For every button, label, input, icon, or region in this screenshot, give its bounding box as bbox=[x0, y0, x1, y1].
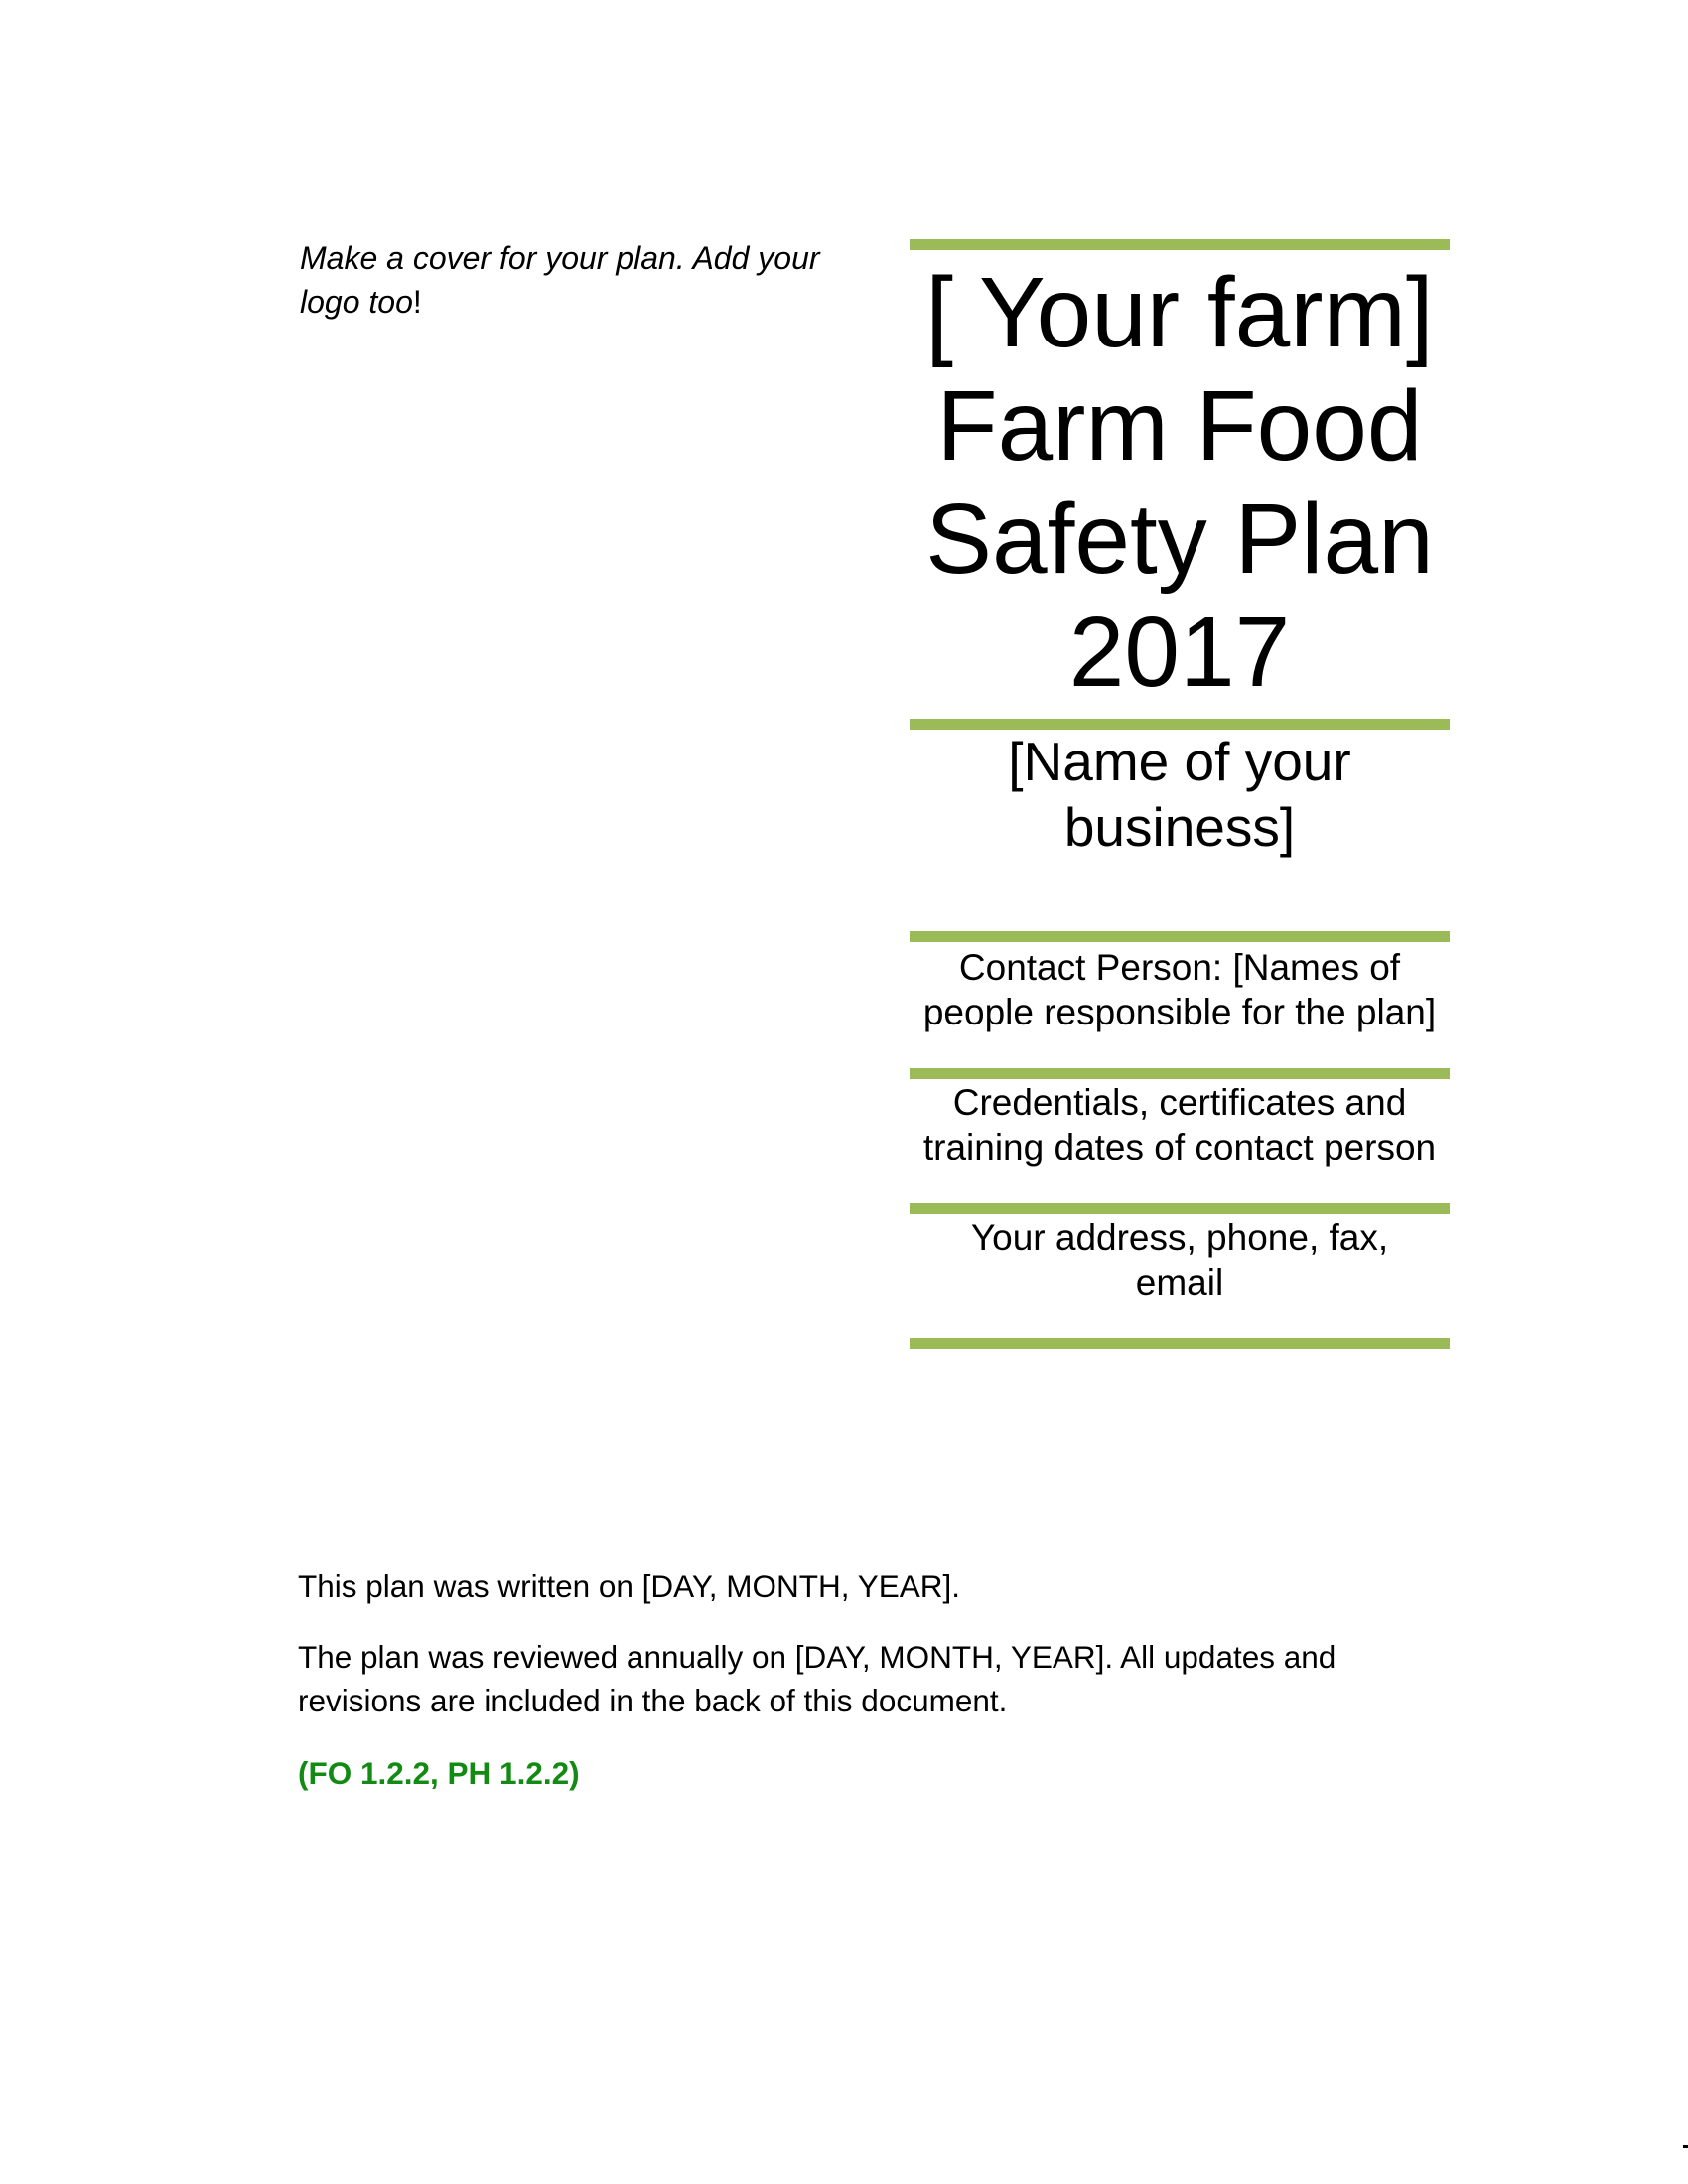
review-line: The plan was reviewed annually on [DAY, MONTH, YEAR]. All updates and bbox=[298, 1639, 1336, 1675]
review-statement bbox=[298, 1635, 1489, 1722]
title-line: Safety Plan bbox=[925, 483, 1434, 595]
business-line: business] bbox=[1063, 796, 1296, 858]
contact-address bbox=[910, 1215, 1450, 1304]
contact-line: people responsible for the plan] bbox=[922, 992, 1437, 1032]
business-line: [Name of your bbox=[1008, 731, 1351, 792]
note-text: Make a cover for your plan. Add your logo too bbox=[300, 240, 820, 320]
divider-bar bbox=[910, 239, 1450, 250]
written-date-statement: This plan was written on [DAY, MONTH, YEAR]. bbox=[298, 1569, 960, 1604]
review-line: revisions are included in the back of this document. bbox=[298, 1683, 1008, 1718]
title-line: Farm Food bbox=[936, 370, 1423, 481]
title-line: [ Your farm] bbox=[925, 257, 1434, 368]
divider-bar bbox=[910, 1338, 1450, 1349]
credentials bbox=[910, 1080, 1450, 1169]
note-exclamation: ! bbox=[412, 284, 422, 320]
credentials-line: training dates of contact person bbox=[922, 1127, 1437, 1167]
contact-line: Contact Person: [Names of bbox=[958, 947, 1401, 988]
address-line: email bbox=[1135, 1262, 1224, 1302]
reference-code: (FO 1.2.2, PH 1.2.2) bbox=[298, 1755, 580, 1791]
address-line: Your address, phone, fax, bbox=[970, 1217, 1389, 1258]
divider-bar bbox=[910, 1068, 1450, 1079]
title-year: 2017 bbox=[1068, 597, 1291, 708]
divider-bar bbox=[910, 1203, 1450, 1214]
business-name bbox=[910, 729, 1450, 860]
cover-instruction-note bbox=[300, 236, 856, 324]
contact-person bbox=[910, 945, 1450, 1034]
document-title bbox=[910, 256, 1450, 709]
credentials-line: Credentials, certificates and bbox=[952, 1082, 1407, 1123]
divider-bar bbox=[910, 931, 1450, 942]
page-edge-mark bbox=[1683, 2145, 1688, 2148]
